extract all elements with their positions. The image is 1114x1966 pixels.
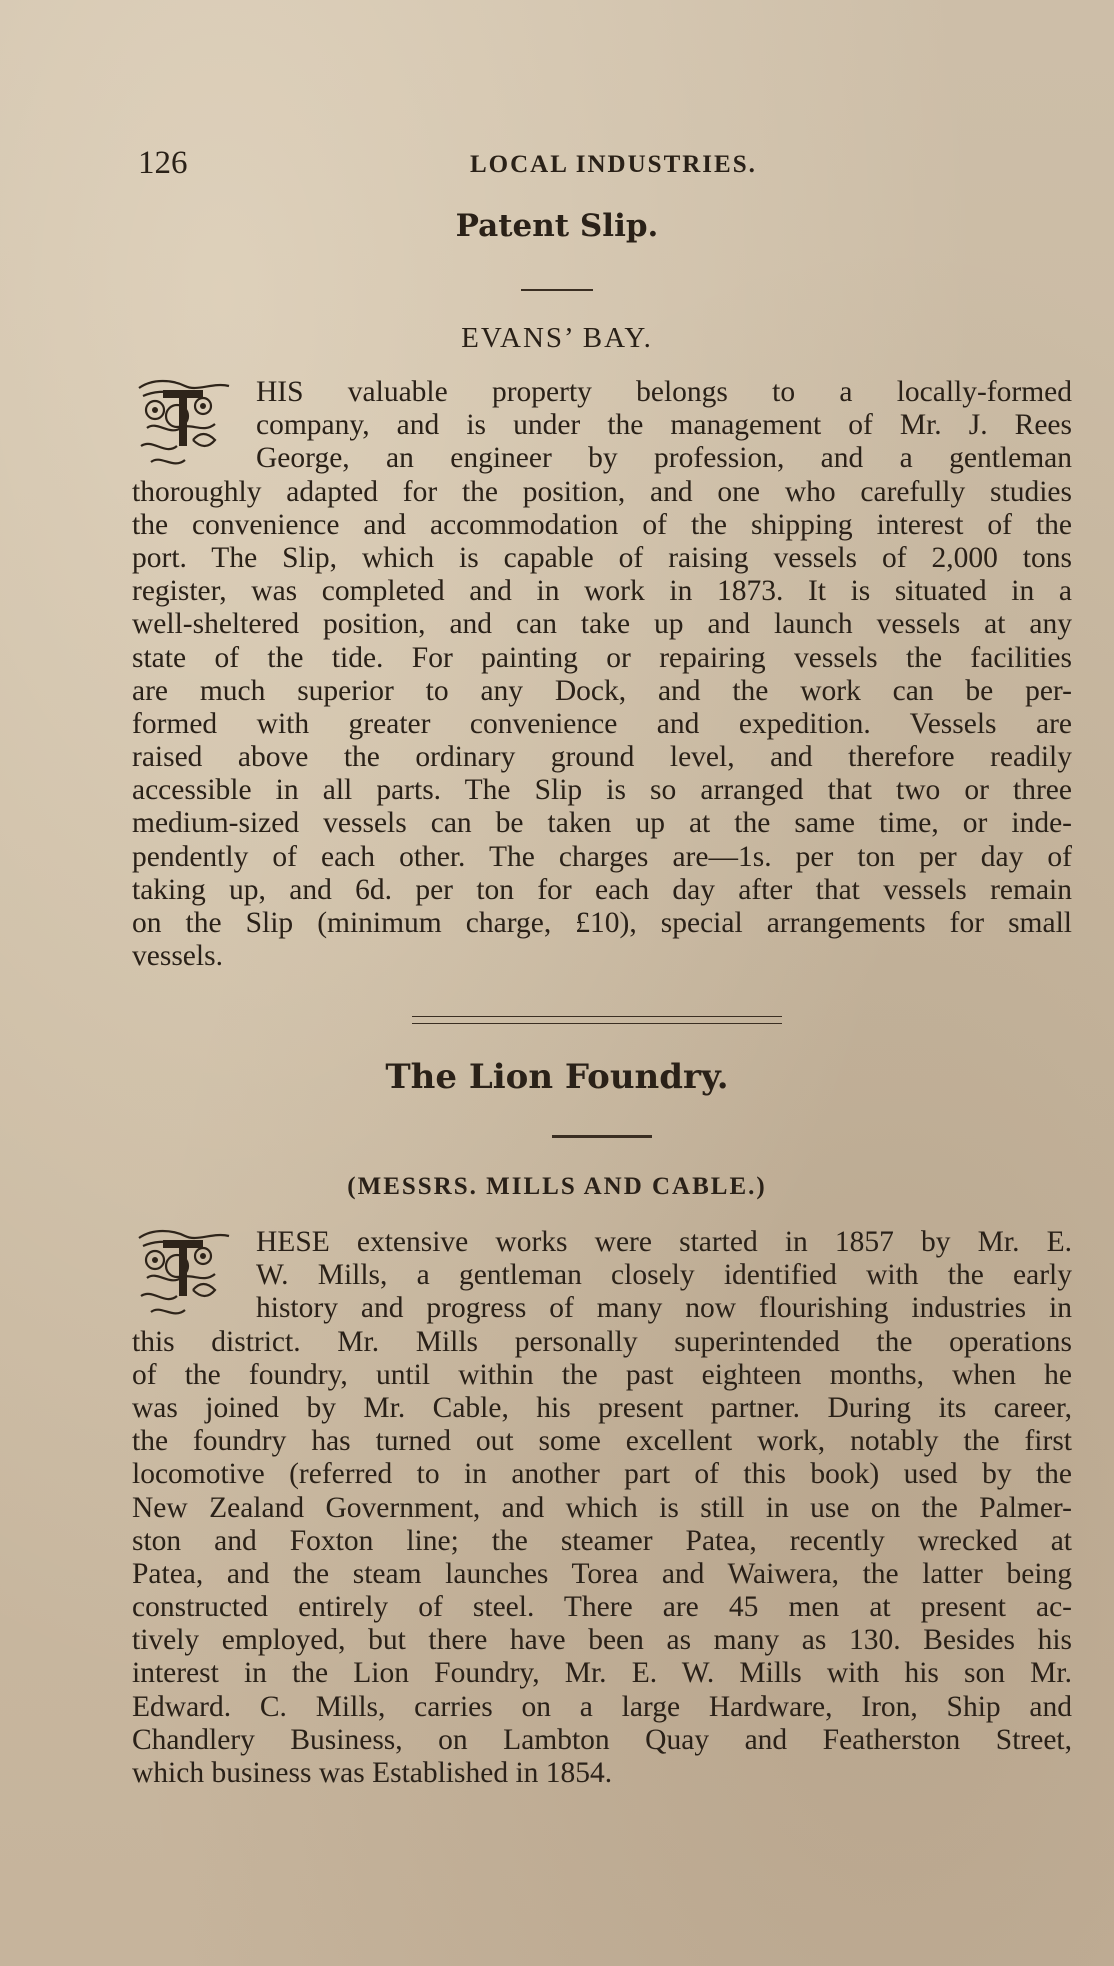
text-line: port. The Slip, which is capable of raising vessels of 2,000 tons: [132, 541, 1072, 574]
text-line: are much superior to any Dock, and the work can be per-: [132, 674, 1072, 707]
section-subtitle-evans-bay: EVANS’ BAY.: [461, 322, 653, 354]
text-line: constructed entirely of steel. There are 45 men at present ac-: [132, 1591, 1072, 1624]
text-line: ston and Foxton line; the steamer Patea, recently wrecked at: [132, 1524, 1072, 1557]
text-line: state of the tide. For painting or repairing vessels the facilities: [132, 641, 1072, 674]
text-line: pendently of each other. The charges are—1s. per ton per day of: [132, 840, 1072, 873]
text-line: interest in the Lion Foundry, Mr. E. W. Mills with his son Mr.: [132, 1657, 1072, 1690]
text-line: company, and is under the management of Mr. J. Rees: [256, 409, 1072, 442]
text-line: well-sheltered position, and can take up and launch vessels at any: [132, 608, 1072, 641]
text-line: on the Slip (minimum charge, £10), special arrangements for small: [132, 907, 1072, 939]
text-line: New Zealand Government, and which is still in use on the Palmer-: [132, 1491, 1072, 1524]
text-line: the foundry has turned out some excellent work, notably the first: [132, 1425, 1072, 1458]
text-line: W. Mills, a gentleman closely identified with the early: [256, 1259, 1072, 1292]
text-line: thoroughly adapted for the position, and one who carefully studies: [132, 475, 1072, 508]
text-line: tively employed, but there have been as many as 130. Besides his: [132, 1624, 1072, 1657]
text-line: which business was Established in 1854.: [132, 1757, 613, 1789]
text-line: was joined by Mr. Cable, his present partner. During its career,: [132, 1391, 1072, 1424]
text-line: locomotive (referred to in another part of this book) used by the: [132, 1458, 1072, 1491]
running-head: [138, 145, 1078, 185]
text-line: accessible in all parts. The Slip is so arranged that two or three: [132, 774, 1072, 807]
paragraph-lion-foundry: [132, 1226, 1072, 1790]
text-line: Chandlery Business, on Lambton Quay and Featherston Street,: [132, 1723, 1072, 1756]
page-number: 126: [138, 145, 188, 181]
text-line: taking up, and 6d. per ton for each day after that vessels remain: [132, 873, 1072, 906]
text-line: HESE extensive works were started in 1857 by Mr. E.: [256, 1226, 1072, 1258]
paragraph-patent-slip: [132, 376, 1072, 973]
text-line: Patea, and the steam launches Torea and Waiwera, the latter being: [132, 1557, 1072, 1590]
text-line: George, an engineer by profession, and a gentleman: [256, 442, 1072, 475]
text-line: formed with greater convenience and expedition. Vessels are: [132, 707, 1072, 740]
text-line: medium-sized vessels can be taken up at the same time, or inde-: [132, 807, 1072, 840]
text-line: this district. Mr. Mills personally superintended the operations: [132, 1325, 1072, 1358]
text-line: HIS valuable property belongs to a locally-formed: [256, 376, 1072, 408]
running-title: LOCAL INDUSTRIES.: [470, 151, 757, 178]
section-divider: [412, 1016, 782, 1024]
text-line: Edward. C. Mills, carries on a large Hardware, Iron, Ship and: [132, 1690, 1072, 1723]
section-subtitle-messrs: (MESSRS. MILLS AND CABLE.): [347, 1173, 767, 1200]
section-title-patent-slip: Patent Slip.: [455, 208, 659, 244]
title-rule: [552, 1135, 652, 1138]
title-rule: [521, 289, 593, 291]
text-line: history and progress of many now flourishing industries in: [256, 1292, 1072, 1325]
text-line: of the foundry, until within the past eighteen months, when he: [132, 1358, 1072, 1391]
text-line: raised above the ordinary ground level, and therefore readily: [132, 741, 1072, 774]
text-line: vessels.: [132, 940, 223, 973]
section-title-lion-foundry: The Lion Foundry.: [385, 1057, 729, 1097]
text-line: the convenience and accommodation of the shipping interest of the: [132, 508, 1072, 541]
text-line: register, was completed and in work in 1873. It is situated in a: [132, 575, 1072, 608]
